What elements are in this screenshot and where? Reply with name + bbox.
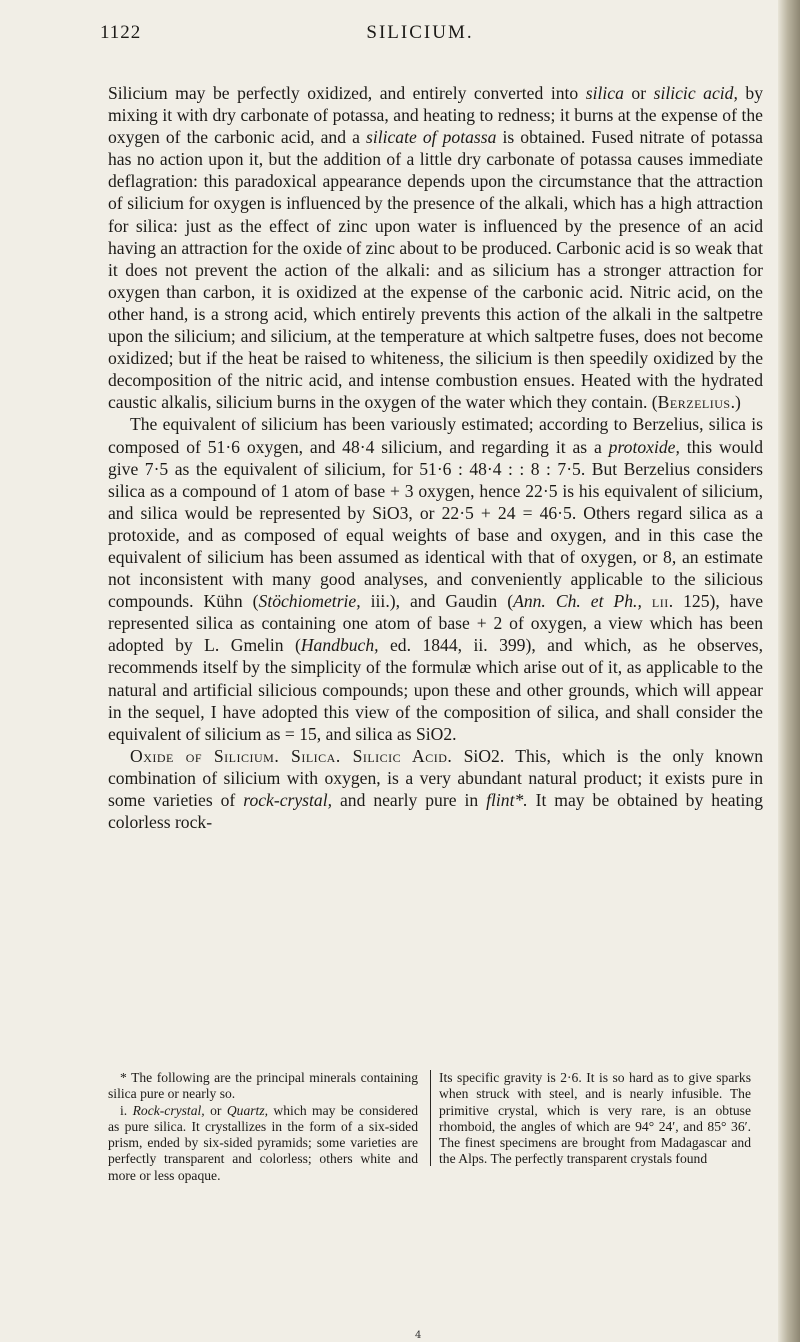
text-run: .): [730, 392, 741, 413]
text-run: which may be considered as pure silica. It crystallizes in the form of a six-sided prism, ended by six-sided pyramids; some varieties are perfectly transparent and colorless; others white and more or less opaque.: [108, 1102, 419, 1183]
italic-term: rock-crystal,: [243, 790, 333, 810]
text-run: It may be obtained by heating colorless rock-: [108, 790, 763, 833]
italic-term: protoxide,: [608, 436, 680, 457]
italic-term: Rock-crystal,: [132, 1102, 205, 1118]
italic-term: silicate of potassa: [365, 127, 497, 148]
text-run: ed. 1844, ii. 399), and which, as he observes, recommends itself by the simplicity of the formulæ which arise out of it, as applicable to the natural and artificial silicious compounds; upon these and other grounds, which will appear in the sequel, I have adopted this view of the composition of silica, and shall consider the equivalent of silicium as = 15, and silica as SiO2.: [108, 635, 763, 744]
text-run: is obtained. Fused nitrate of potassa has no action upon it, but the addition of a little dry carbonate of potassa causes immediate deflagration: this paradoxical appearance depends upon the circumstance that the attraction of silicium for oxygen is influenced by the presence of the alkali, which has a high attraction for silica: just as the effect of zinc upon water is influenced by the presence of an acid having an attraction for the oxide of zinc about to be produced. Carbonic acid is so weak that it does not prevent the action of the alkali: and as silicium has a stronger attraction for oxygen than carbon, it is oxidized at the expense of the carbonic acid. Nitric acid, on the other hand, is a strong acid, which entirely prevents this action of the alkali in the saltpetre upon the silicium; and silicium, at the temperature at which saltpetre fuses, does not become oxidized; but if the heat be raised to whiteness, the silicium is then speedily oxidized by the decomposition of the nitric acid, and intense combustion ensues. Heated with the hydrated caustic alkalis, silicium burns in the oxygen of the water which they contain. (: [108, 127, 763, 413]
signature-mark: 4: [415, 1330, 422, 1341]
italic-term: silica: [585, 83, 624, 103]
text-run: i.: [120, 1102, 133, 1118]
page-number: 1122: [100, 22, 142, 43]
text-run: Silicium may be perfectly oxidized, and entirely converted into: [108, 83, 586, 103]
footnote-left-column: [108, 1070, 418, 1184]
italic-citation: Ann. Ch. et Ph.,: [513, 591, 642, 612]
page-header: [100, 22, 740, 54]
footnote-intro: * The following are the principal minerals containing silica pure or nearly so.: [108, 1070, 418, 1102]
section-heading: Oxide of Silicium. Silica. Silicic Acid.: [130, 745, 453, 766]
volume-number: lii: [651, 591, 669, 612]
running-head: SILICIUM.: [366, 22, 474, 43]
italic-term: flint*.: [486, 790, 528, 810]
main-text: [108, 82, 763, 833]
text-run: or: [623, 83, 654, 103]
italic-citation: Stöchiometrie,: [258, 591, 361, 612]
footnotes: [108, 1070, 763, 1270]
footnote-right-column: [430, 1070, 751, 1166]
text-run: The equivalent of silicium has been variously estimated; according to Berzelius, silica is composed of 51·6 oxygen, and 48·4 silicium, and regarding it as a: [108, 414, 763, 457]
italic-term: Quartz,: [226, 1102, 269, 1118]
italic-term: silicic acid,: [653, 83, 738, 103]
text-run: SiO2. This, which is the only known combination of silicium with oxygen, is a very abundant natural product; it exists pure in some varieties of: [108, 745, 763, 810]
page-edge: [778, 0, 800, 1342]
text-run: this would give 7·5 as the equivalent of silicium, for 51·6 : 48·4 : : 8 : 7·5. But Berzelius considers silica as a compound of 1 atom of base + 3 oxygen, hence 22·5 is his equivalent of silicium, and silica would be represented by SiO3, or 22·5 + 24 = 46·5. Others regard silica as a protoxide, and as composed of equal weights of base and oxygen, and in this case the equivalent of silicium has been assumed as identical with that of oxygen, or 8, an estimate not inconsistent with many good analyses, and conveniently applicable to the silicious compounds. Kühn (: [108, 436, 764, 612]
footnote-continuation: Its specific gravity is 2·6. It is so hard as to give sparks when struck with steel, and is nearly infusible. The primitive crystal, which is very rare, is an obtuse rhomboid, the angles of which are 94° 24′, and 85° 36′. The finest specimens are brought from Madagascar and the Alps. The perfectly transparent crystals found: [439, 1070, 751, 1167]
text-run: and nearly pure in: [332, 790, 487, 810]
text-run: [642, 591, 652, 611]
text-run: . 125), have represented silica as containing one atom of base + 2 of oxygen, a view which has been adopted by L. Gmelin (: [108, 591, 764, 656]
paragraph-silicium-oxidation: [108, 82, 763, 413]
author-citation: Berzelius: [657, 392, 731, 413]
paragraph-equivalent: [108, 413, 763, 744]
text-run: by mixing it with dry carbonate of potassa, and heating to redness; it burns at the expense of the oxygen of the carbonic acid, and a: [108, 83, 763, 148]
paragraph-oxide-of-silicium: [108, 745, 763, 833]
italic-citation: Handbuch,: [300, 635, 379, 656]
text-run: or: [204, 1102, 227, 1118]
footnote-rock-crystal: [108, 1103, 418, 1184]
text-run: iii.), and Gaudin (: [360, 591, 514, 612]
